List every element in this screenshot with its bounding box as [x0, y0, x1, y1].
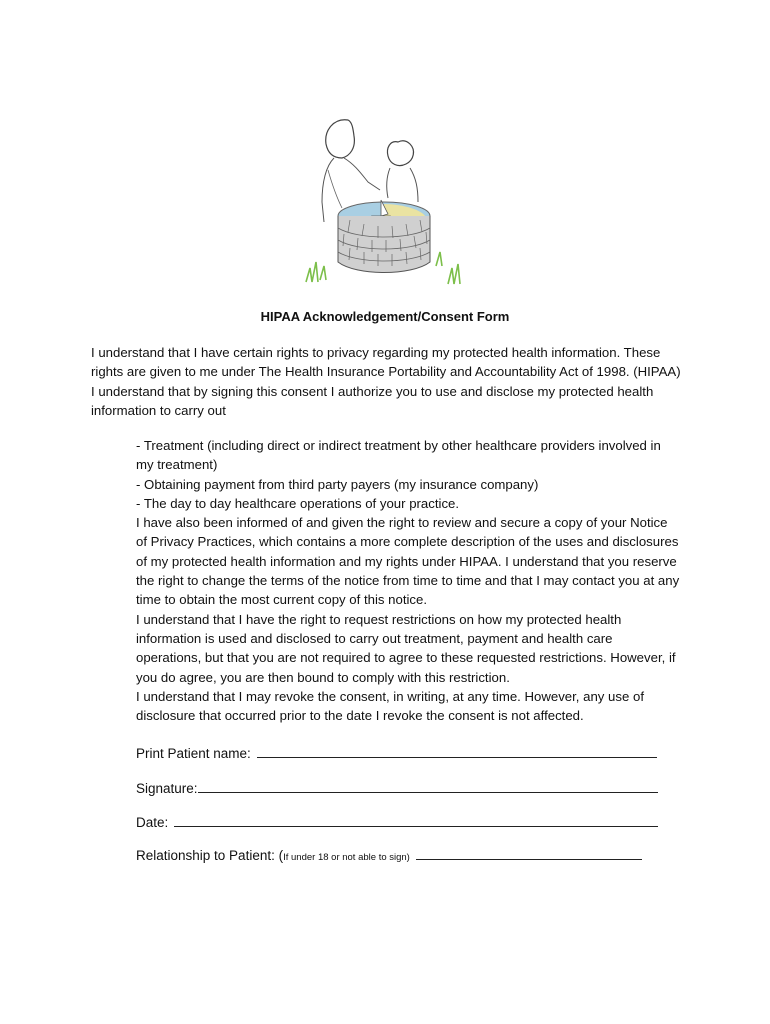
signature-input-line[interactable] [198, 791, 658, 793]
patient-name-field [136, 746, 657, 761]
form-title: HIPAA Acknowledgement/Consent Form [260, 309, 510, 324]
consent-body [136, 436, 681, 725]
restrictions-paragraph: I understand that I have the right to request restrictions on how my protected health information is used and disclosed to carry out treatment, payment and health care operations, but that you are not required to agree to these requested restrictions. However, if you do agree, you are then bound to comply with this restriction. [136, 611, 676, 685]
date-input-line[interactable] [174, 825, 658, 827]
intro-paragraph: I understand that I have certain rights to privacy regarding my protected health information. These rights are given to me under The Health Insurance Portability and Accountability Act of 1998. (HIPAA) I understand that by signing this consent I authorize you to use and disclose my protected health information to carry out [91, 345, 681, 418]
list-item: - Treatment (including direct or indirect treatment by other healthcare providers involved in my treatment) [136, 438, 661, 473]
notice-paragraph: I have also been informed of and given the right to review and secure a copy of your Notice of Privacy Practices, which contains a more complete description of the uses and disclosures of my protected health information and my rights under HIPAA. I understand that you reserve the right to change the terms of the notice from time to time and that I may contact you at any time to obtain the most current copy of this notice. [136, 515, 680, 608]
date-label: Date: [136, 815, 169, 830]
revoke-paragraph: I understand that I may revoke the consent, in writing, at any time. However, any use of disclosure that occurred prior to the date I revoke the consent is not affected. [136, 688, 644, 724]
well-illustration [298, 112, 470, 290]
list-item: - Obtaining payment from third party payers (my insurance company) [136, 476, 539, 492]
relationship-field [136, 848, 642, 863]
relationship-note: If under 18 or not able to sign) [283, 852, 410, 863]
relationship-label: Relationship to Patient: ( [136, 848, 284, 863]
relationship-input-line[interactable] [416, 858, 642, 860]
patient-name-input-line[interactable] [257, 756, 657, 758]
signature-label: Signature: [136, 781, 198, 796]
date-field [136, 815, 658, 830]
list-item: - The day to day healthcare operations of your practice. [136, 495, 460, 511]
patient-name-label: Print Patient name: [136, 746, 251, 761]
signature-field [136, 781, 658, 796]
